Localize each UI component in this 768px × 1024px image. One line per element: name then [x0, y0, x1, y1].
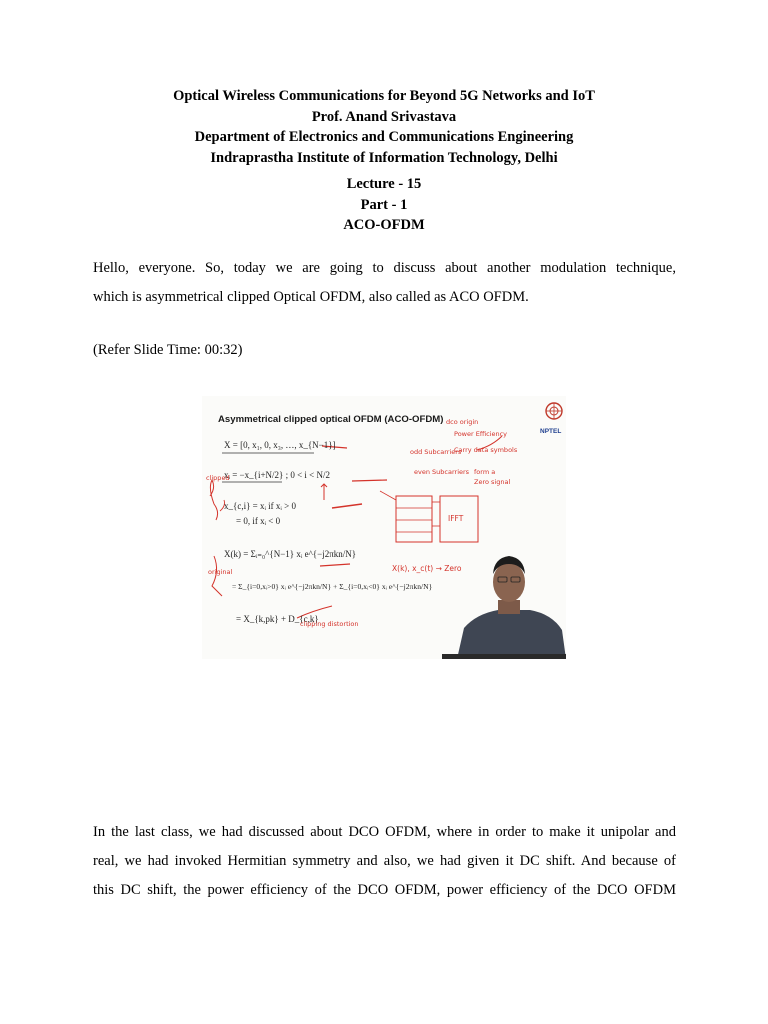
professor-name: Prof. Anand Srivastava: [311, 108, 457, 125]
note-original: original: [208, 568, 233, 576]
refer-slide-time: (Refer Slide Time: 00:32): [93, 342, 243, 358]
note-even-subcarriers: even Subcarriers: [414, 468, 470, 476]
ifft-label: IFFT: [448, 514, 464, 523]
note-carry-data-symbols: Carry data symbols: [454, 446, 518, 454]
slide-equation-2: xᵢ = −x_{i+N/2} ; 0 < i < N/2: [224, 470, 330, 480]
department-name: Department of Electronics and Communications Engineering: [194, 129, 574, 145]
note-odd-subcarriers: odd Subcarriers: [410, 448, 462, 456]
intro-line-1: Hello, everyone. So, today we are going to discuss about another modulation technique,: [93, 260, 676, 276]
note-form-a: form a: [474, 468, 496, 476]
body-line-1: In the last class, we had discussed about DCO OFDM, where in order to make it unipolar and: [93, 824, 676, 840]
slide-equation-6: = X_{k,pk} + D_{c,k}: [236, 614, 319, 624]
note-zero-signal: Zero signal: [474, 478, 511, 486]
lecture-topic: ACO-OFDM: [343, 217, 425, 233]
note-clipping-distortion: clipping distortion: [300, 620, 359, 628]
slide-equation-3a: x_{c,i} = xᵢ if xᵢ > 0: [224, 501, 296, 511]
document-header: [0, 86, 768, 168]
note-clipped: clipped: [206, 474, 230, 482]
slide-equation-4: X(k) = Σᵢ₌₀^{N−1} xᵢ e^{−j2πkn/N}: [224, 549, 357, 559]
body-paragraph: [93, 818, 676, 905]
slide-equation-5: = Σ_{i=0,xᵢ>0} xᵢ e^{−j2πkn/N} + Σ_{i=0,xᵢ<0} xᵢ e^{−j2πkn/N}: [232, 582, 433, 591]
slide-equation-3b: = 0, if xᵢ < 0: [236, 516, 281, 526]
slide-equation-1: X = [0, x₁, 0, x₃, …, x_{N−1}]: [224, 440, 336, 450]
intro-paragraph: [93, 254, 676, 312]
note-power-efficiency: Power Efficiency: [454, 430, 508, 438]
lecture-heading: [0, 174, 768, 236]
nptel-logo-icon: [546, 403, 562, 419]
course-title: Optical Wireless Communications for Beyond 5G Networks and IoT: [173, 88, 595, 104]
body-line-2: real, we had invoked Hermitian symmetry and also, we had given it DC shift. And because of: [93, 853, 676, 869]
body-line-3: this DC shift, the power efficiency of the DCO OFDM, power efficiency of the DCO OFDM: [93, 882, 676, 898]
institute-name: Indraprastha Institute of Information Technology, Delhi: [210, 149, 558, 166]
lecture-slide-image: [202, 396, 566, 659]
note-zero-relation: X(k), x_c(t) → Zero: [392, 564, 462, 573]
nptel-logo-text: NPTEL: [540, 428, 562, 435]
lecture-part: Part - 1: [360, 196, 408, 213]
intro-line-2: which is asymmetrical clipped Optical OFDM, also called as ACO OFDM.: [93, 289, 529, 305]
lecture-number: Lecture - 15: [346, 176, 422, 192]
note-dco-origin: dco origin: [446, 418, 479, 426]
slide-title: Asymmetrical clipped optical OFDM (ACO-OFDM): [218, 414, 444, 425]
